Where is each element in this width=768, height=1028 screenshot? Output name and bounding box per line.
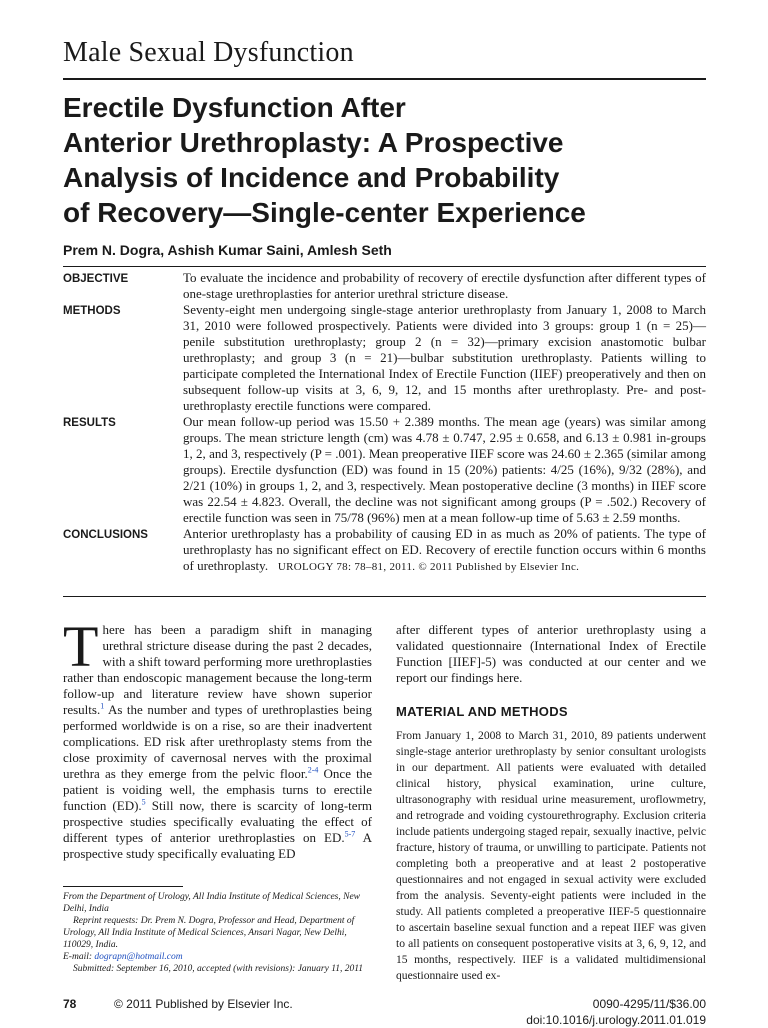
intro-text: Still now, there is scarcity of long-term prospective studies specifically evaluating the effect of different types of anterior urethroplasties on ED.	[63, 798, 373, 845]
methods-heading: MATERIAL AND METHODS	[396, 704, 568, 719]
footer-identifiers	[526, 996, 706, 1028]
footnotes	[63, 891, 372, 975]
abstract-text: Seventy-eight men undergoing single-stage anterior urethroplasty from January 1, 2008 to March 31, 2010 were followed prospectively. Patients were divided into 3 groups: group 1 (n = 25)—penile substitution urethroplasty; group 2 (n = 32)—primary excision anastomotic bulbar urethroplasty; and group 3 (n = 21)—bulbar substitution urethroplasty. Patients willing to participate completed the International Index of Erectile Function (IIEF) preoperatively and then on subsequent follow-up visits at 3, 6, 9, 12, and 15 months after urethroplasty. Pre- and post-urethroplasty erectile functions were compared.	[183, 302, 706, 413]
article-title	[63, 90, 723, 230]
abstract-label: CONCLUSIONS	[63, 529, 148, 541]
methods-paragraph: From January 1, 2008 to March 31, 2010, 89 patients underwent single-stage anterior urethroplasty by senior consultant urologists in our department. All patients were evaluated with detailed clinical history, physical examination, urine culture, ultrasonography with residual urine measurement, uroflowmetry, and retrograde and voiding cystourethrography. Exclusion criteria include patients undergoing staged repair, sexually inactive, pelvic fracture, history of trauma, or unwilling to participate. Patients not completing both a preoperative and at least 2 postoperative questionnaires and not engaged in sexual activity were excluded from the analysis. Seventy-eight patients were included in the study. All patients completed a preoperative IIEF-5 questionnaire to ascertain baseline sexual function and a repeat IIEF was given to all patients on consequent postoperative visits at 3, 6, 9, 12, and 15 months, respectively. IIEF is a validated multidimensional questionnaire used ex-	[396, 729, 706, 982]
submitted-note: Submitted: September 16, 2010, accepted (with revisions): January 11, 2011	[73, 964, 364, 974]
abstract-conclusions	[63, 526, 706, 575]
title-line: Anterior Urethroplasty: A Prospective	[63, 127, 564, 158]
reprint-note: Reprint requests: Dr. Prem N. Dogra, Professor and Head, Department of Urology, All India Institute of Medical Sciences, Ansari Nagar, New Delhi, 110029, India.	[63, 916, 355, 950]
right-column	[396, 622, 706, 984]
reference-link[interactable]: 1	[100, 701, 105, 711]
reference-link[interactable]: 2-4	[307, 765, 319, 775]
doi-link[interactable]: doi:10.1016/j.urology.2011.01.019	[526, 1013, 706, 1027]
reference-link[interactable]: 5	[141, 797, 146, 807]
journal-section-heading: Male Sexual Dysfunction	[63, 37, 354, 68]
abstract	[63, 270, 706, 575]
intro-continued: after different types of anterior urethroplasty using a validated questionnaire (International Index of Erectile Function [IIEF]-5) was conducted at our center and we report our findings here.	[396, 622, 706, 685]
footer-copyright: © 2011 Published by Elsevier Inc.	[114, 997, 293, 1011]
footnote-rule	[63, 886, 183, 887]
abstract-label: RESULTS	[63, 417, 116, 429]
abstract-text: Our mean follow-up period was 15.50 + 2.389 months. The mean age (years) was similar among groups. The mean stricture length (cm) was 4.78 ± 0.747, 2.95 ± 0.658, and 6.13 ± 0.981 in-groups 1, 2, and 3, respectively (P = .001). Mean preoperative IIEF score was 24.60 ± 2.365 (similar among groups). Erectile dysfunction (ED) was found in 15 (20%) patients: 4/25 (16%), 9/32 (28%), and 2/21 (10%) in groups 1, 2, and 3, respectively. Mean postoperative decline (3 months) in IIEF score was 22.54 ± 4.823. Overall, the decline was not significant among groups (P = .502.) Recovery of erectile function was seen in 75/78 (96%) men at a mean follow-up time of 5.63 ± 2.59 months.	[183, 414, 706, 525]
page-number: 78	[63, 997, 77, 1011]
abstract-label: OBJECTIVE	[63, 273, 129, 285]
intro-text: A prospective study specifically evaluating ED	[63, 830, 372, 861]
intro-text: As the number and types of urethroplasties being performed worldwide is on a rise, so are their inadvertent complications. ED risk after urethroplasty stems from the close proximity of cavernosal nerves with the proximal urethra as they emerge from the pelvic floor.	[63, 702, 372, 781]
title-line: of Recovery—Single-center Experience	[63, 197, 586, 228]
email-link[interactable]: dograpn@hotmail.com	[94, 952, 183, 962]
intro-column	[63, 614, 373, 862]
drop-cap: T	[63, 614, 99, 679]
conclusions-text: Anterior urethroplasty has a probability of causing ED in as much as 20% of patients. The type of urethroplasty has no significant effect on ED. Recovery of erectile function occurs within 6 months of urethroplasty.	[183, 526, 706, 573]
affiliation-note: From the Department of Urology, All India Institute of Medical Sciences, New Delhi, India	[63, 892, 361, 914]
abstract-text	[183, 526, 706, 575]
intro-text: here has been a paradigm shift in managing urethral stricture disease during the past 2 decades, with a shift toward performing more urethroplasties rather than endoscopic management because the long-term follow-up and literature review have shown superior results.	[63, 622, 372, 717]
author-list: Prem N. Dogra, Ashish Kumar Saini, Amlesh Seth	[63, 242, 392, 258]
title-line: Analysis of Incidence and Probability	[63, 162, 560, 193]
section-rule	[63, 78, 706, 80]
abstract-top-rule	[63, 266, 706, 267]
title-line: Erectile Dysfunction After	[63, 92, 406, 123]
abstract-objective	[63, 270, 706, 302]
journal-citation: UROLOGY 78: 78–81, 2011. © 2011 Published by Elsevier Inc.	[277, 561, 580, 573]
issn: 0090-4295/11/$36.00	[592, 997, 706, 1011]
abstract-results	[63, 414, 706, 526]
email-label: E-mail:	[63, 952, 95, 962]
intro-text: Once the patient is voiding well, the emphasis turns to erectile function (ED).	[63, 766, 372, 813]
reference-link[interactable]: 5-7	[344, 829, 356, 839]
abstract-label: METHODS	[63, 305, 121, 317]
intro-paragraph	[63, 614, 373, 862]
abstract-bottom-rule	[63, 596, 706, 597]
abstract-methods	[63, 302, 706, 414]
email-note	[63, 951, 372, 963]
abstract-text: To evaluate the incidence and probability of recovery of erectile dysfunction after different types of one-stage urethroplasties for anterior urethral stricture disease.	[183, 270, 706, 301]
